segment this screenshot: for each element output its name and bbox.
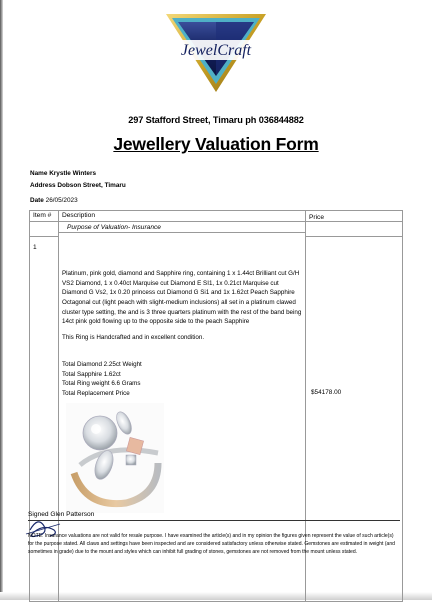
jewelcraft-logo [160,12,272,94]
header-item: Item # [33,212,52,219]
total-replacement-price-label: Total Replacement Price [62,390,130,398]
purpose-of-valuation: Purpose of Valuation- Insurance [67,224,161,231]
purpose-rule [58,232,305,233]
item-rule [29,236,58,237]
description-text: Platinum, pink gold, diamond and Sapphire ring, containing 1 x 1.44ct Brilliant cut G/H VS2 Diamond, 1 x 0.40ct Marquise cut Diamond E SI1, 1x 0.21ct Marquise cut Diamond G Vs2, 1x 0.20 princess cut Diamond G Si1 and 1x 1.62ct Peach Sapphire Octagonal cut (light peach with slight-medium inclusions) all set in a platinum clawed cluster type setting, the and is 3 three quarters platinum with the rest of the band being 14ct pink gold flowing up to the opposite side to the peach Sapphire [62,270,302,326]
table-header-rule [29,221,403,222]
price-rule [305,236,403,237]
signature-line [28,520,400,521]
logo-wordmark: JewelCraft [180,42,252,59]
totals-list [62,360,302,399]
ring-photo [66,403,164,513]
header-price: Price [309,214,325,221]
valuation-date: Date 26/05/2023 [30,197,78,204]
header-description: Description [62,212,95,219]
replacement-price: $54178.00 [311,389,342,396]
total-sapphire: Total Sapphire 1.62ct [62,370,121,378]
scan-edge-left [0,0,3,600]
total-diamond: Total Diamond 2.25ct Weight [62,361,142,368]
condition-note: This Ring is Handcrafted and in excellent condition. [62,334,205,341]
total-ring-weight: Total Ring weight 6.6 Grams [62,380,141,388]
client-address: Address Dobson Street, Timaru [30,182,126,189]
business-address: 297 Stafford Street, Timaru ph 036844882 [128,115,304,125]
signed-by: Signed Glen Patterson [28,511,95,518]
item-description [62,269,302,327]
item-number: 1 [33,244,37,251]
insurance-note: NOTE: Insurance valuations are not valid for resale purpose. I have examined the article(s) and in my opinion the figures given represent the value of such article(s) for the purpose stated. All claws and settings have been inspected and are considered satisfactory unless otherwise stated. Gemstones are estimated in weight (and sometimes in grade) due to the mount and styles which can inhibit full grading of stones, gemstones are not removed from the mount unless stated. [28,533,395,556]
client-name: Name Krystle Winters [30,170,97,177]
page-title: Jewellery Valuation Form [113,134,319,154]
